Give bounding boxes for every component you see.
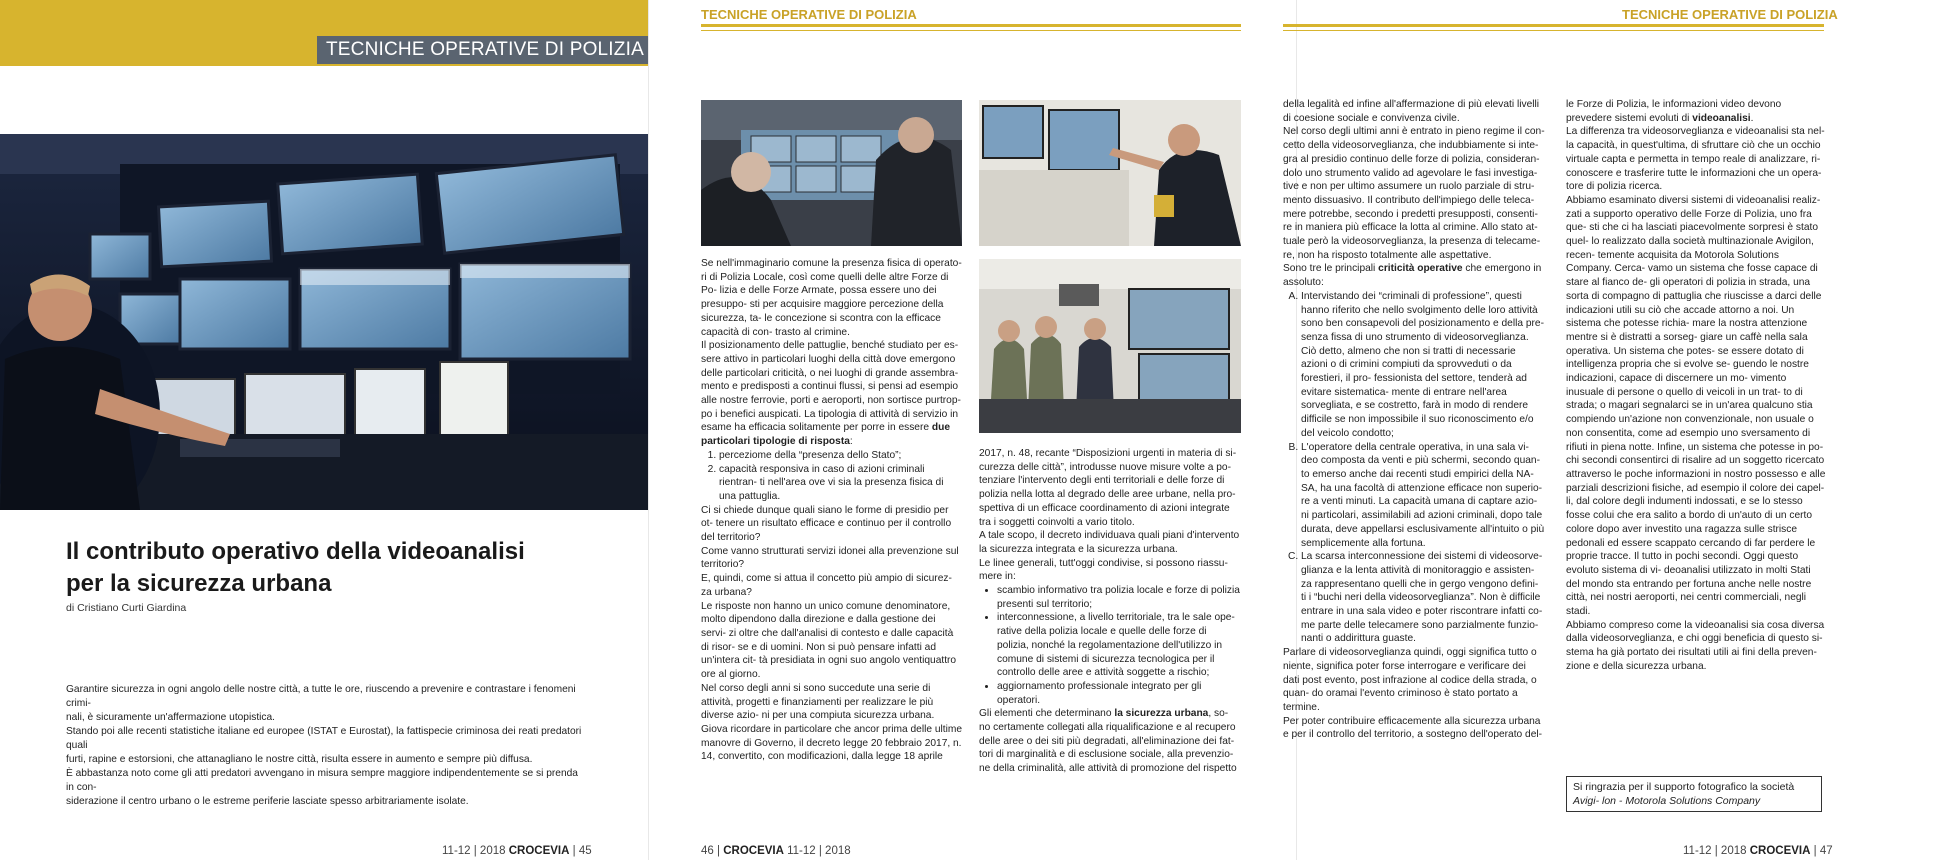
paragraph: 2017, n. 48, recante “Disposizioni urgenti in materia di si- curezza delle città”, introdusse nuove misure volte a po- tenziare l'intervento degli enti territoriali e delle forze di polizia nella lotta al degrado delle aree urbane, nella pro- spettiva di un efficace coordinamento di azioni integrate tra i soggetti coinvolti a vario titolo.: [979, 448, 1237, 528]
intro-line: nali, è sicuramente un'affermazione utopistica.: [66, 712, 276, 723]
footer-issue: 11-12 | 2018: [787, 845, 851, 857]
page-number: 46: [701, 845, 714, 857]
paragraph-text: Sono tre le principali: [1283, 263, 1376, 275]
paragraph: La differenza tra videosorveglianza e videoanalisi sta nel- la capacità, in quest'ultima, di sfruttare ciò che un occhio virtuale capta e permetta in tempo reale di analizzare, ri- conoscere e trasferire tutte le informazioni che un opera- tore di polizia ricerca.: [1566, 126, 1825, 193]
header-rule: [1283, 24, 1824, 27]
paragraph-emphasis: due particolari tipologie di risposta: [701, 422, 950, 448]
list-item: 1. perceziome della “presenza dello Stato”;: [719, 449, 963, 463]
paragraph: E, quindi, come si attua il concetto più ampio di sicurez- za urbana?: [701, 573, 952, 598]
paragraph: Nel corso degli ultimi anni è entrato in pieno regime il con- cetto della videosorveglianza, che indubbiamente si inte- gra al presidio continuo delle forze di polizia, consideran- dolo uno strumento valido ad agevolare le fasi investiga- tive e non per ultimo assumere un ruolo parziale di stru- mento dissuasivo. Il contributo dell'impiego delle teleca- mere potrebbe, secondo i predetti presupposti, consenti- re in maniera più efficace la lotta al crimine. Allo stato at- tuale però la videosorveglianza, la presenza di telecame- re, non ha risposto totalmente alle aspettative.: [1283, 126, 1545, 261]
credit-company: Avigi- lon - Motorola Solutions Company: [1573, 795, 1761, 807]
footer-magazine: CROCEVIA: [1749, 845, 1811, 857]
paragraph: Le linee generali, tutt'oggi condivise, si possono riassu- mere in:: [979, 557, 1228, 583]
running-header: TECNICHE OPERATIVE DI POLIZIA: [701, 7, 917, 22]
paragraph: Ci si chiede dunque quali siano le forme di presidio per ot- tenere un risultato efficace e continuo per il controllo del territorio?: [701, 504, 952, 544]
numbered-list: [701, 449, 963, 504]
header-rule: [1283, 30, 1824, 31]
paragraph: Abbiamo esaminato diversi sistemi di videoanalisi realiz- zati a supporto operativo delle Forze di Polizia, uno fra que- sti che ci ha lasciati piacevolmente sorpresi è stato quel- lo realizzato dalla società multinazionale Avigilon, recen- temente acquisita da Motorola Solutions Company. Cerca- vamo un sistema che fosse capace di stare al fianco de- gli operatori di polizia in strada, una sorta di compagno di pattuglia che riuscisse a darci delle indicazioni utili su ciò che accade attorno a noi. Un sistema che potesse richia- mare la nostra attenzione mentre si è distratti a sorseg- giare un caffè nella sala operativa. Un sistema che potes- se essere dotato di intelligenza propria che si evolve se- guendo le nostre indicazioni, capace di discernere un mo- vimento inusuale di persone o quello di veicoli in un trat- to di strada; o magari segnalarci se in un'area qualcuno stia compiendo un'azione non convenzionale, non usuale o non consentita, come ad esempio uno sversamento di rifiuti in piena notte. Infine, un sistema che potesse in po- chi secondi consentirci di risalire ad un soggetto ricercato attraverso le poche informazioni in nostro possesso e alle parziali descrizioni fisiche, ad esempio il colore dei capel- li, dal colore degli indumenti indossati, e se lo stesso fosse colui che era salito a bordo di un'auto di un certo colore dopo aver investito una ragazza sulle strisce pedonali ed essere scappato cercando di far perdere le proprie tracce. Il tutto in pochi secondi. Oggi questo evoluto sistema di vi- deoanalisi utilizzato in molti Stati del mondo sta entrando per fortuna anche nelle nostre città, nei nostri aeroporti, nei centri commerciali, negli stadi.: [1566, 194, 1826, 618]
lettered-list: [1283, 290, 1545, 646]
page-number: 47: [1819, 845, 1833, 857]
section-header-title: TECNICHE OPERATIVE DI POLIZIA: [326, 39, 644, 60]
paragraph: della legalità ed infine all'affermazione di più elevati livelli di coesione sociale e convivenza civile.: [1283, 99, 1540, 124]
list-item: • aggiornamento professionale integrato per gli operatori.: [997, 680, 1241, 707]
text-column: [701, 257, 963, 764]
footer-magazine: CROCEVIA: [508, 845, 570, 857]
article-title: [66, 536, 586, 600]
paragraph: Come vanno strutturati servizi idonei alla prevenzione sul territorio?: [701, 545, 959, 571]
paragraph-text: che emergono in assoluto:: [1283, 263, 1542, 289]
intro-line: Garantire sicurezza in ogni angolo delle nostre città, a tutte le ore, riuscendo a prevenire e contrastare i fenomeni crimi-: [66, 684, 576, 709]
header-rule: [701, 30, 1241, 31]
list-item: A. Intervistando dei “criminali di professione”, questi hanno riferito che nello svolgimento delle loro attività sono ben consapevoli del posizionamento e della pre- senza fissa di uno strumento di videosorveglianza. Ciò detto, almeno che non si tratti di necessarie azioni o di crimini compiuti da sprovveduti o da forestieri, il pro- fessionista del settore, tenderà ad evitare sistematica- mente di entrare nell'area sorvegliata, e se costretto, farà in modo di rendere difficile se non impossibile il suo riconoscimento e/o del veicolo condotto;: [1301, 290, 1545, 441]
paragraph: [979, 707, 1241, 776]
officials-briefing-photo: [979, 259, 1241, 433]
footer-separator: |: [717, 845, 720, 857]
text-column: [979, 447, 1241, 776]
paragraph: Nel corso degli anni si sono succedute una serie di attività, progetti e finanziamenti per realizzare le più diverse azio- ni per una compiuta sicurezza urbana.: [701, 682, 935, 722]
footer-issue: 11-12 | 2018: [442, 845, 506, 857]
intro-line: siderazione il centro urbano o le estreme periferie lasciate spesso arbitrariamente isolate.: [66, 796, 469, 807]
officers-monitor-room-photo: [701, 100, 962, 246]
page-footer: [442, 845, 592, 857]
intro-line: È abbastanza noto come gli atti predatori avvengano in misura sempre maggiore indipendentemente se si prenda in con-: [66, 768, 578, 793]
list-item: • scambio informativo tra polizia locale e forze di polizia presenti sul territorio;: [997, 584, 1241, 611]
paragraph-text: le Forze di Polizia, le informazioni video devono prevedere sistemi evoluti di: [1566, 99, 1782, 124]
footer-issue: 11-12 | 2018: [1683, 845, 1747, 857]
page-number: 45: [578, 845, 592, 857]
footer-separator: |: [572, 845, 576, 857]
list-item: B. L'operatore della centrale operativa, in una sala vi- deo composta da venti e più schermi, secondo quan- to emerso anche dai recenti studi empirici della NA- SA, ha una facoltà di attenzione efficace non superio- re a venti minuti. La capacità umana di captare azio- ni particolari, assimilabili ad azioni criminali, dopo tale durata, deve appellarsi esclusivamente all'intuito o più semplicemente alla fortuna.: [1301, 441, 1545, 551]
article-intro: [66, 683, 586, 809]
list-item: C. La scarsa interconnessione dei sistemi di videosorve- glianza e la lenta attività di monitoraggio e assisten- za rappresentano quelli che in gergo vengono defini- ti i “buchi neri della videosorveglianza”. Non è difficile entrare in una sala video e poter riscontrare infatti co- me parte delle telecamere sono parzialmente funzio- nanti o addirittura guaste.: [1301, 550, 1545, 646]
running-header: TECNICHE OPERATIVE DI POLIZIA: [1622, 7, 1838, 22]
list-item: • interconnessione, a livello territoriale, tra le sale ope- rative della polizia locale e quelle delle forze di polizia, nonché la regolamentazione dell'utilizzo in comune di sistemi di sicurezza tecnologica per il controllo delle aree e attività soggette a rischio;: [997, 611, 1241, 680]
paragraph-emphasis: videoanalisi: [1692, 112, 1751, 124]
footer-magazine: CROCEVIA: [723, 845, 784, 857]
intro-line: furti, rapine e estorsioni, che attanagliano le nostre città, risulta essere in aumento e sempre più diffusa.: [66, 754, 533, 765]
article-title-line: Il contributo operativo della videoanalisi: [66, 538, 525, 565]
footer-separator: |: [1813, 845, 1817, 857]
paragraph: [1566, 98, 1826, 125]
paragraph-emphasis: criticità operative: [1378, 263, 1463, 275]
credit-text: Si ringrazia per il supporto fotografico la società: [1573, 781, 1795, 793]
text-column: [1283, 98, 1545, 742]
paragraph: Abbiamo compreso come la videoanalisi sia cosa diversa dalla videosorveglianza, e chi oggi beneficia di questo si- stema ha già portato dei risultati utili ai fini della preven- zione e della sicurezza urbana.: [1566, 619, 1825, 672]
photo-credit-box: [1566, 776, 1822, 812]
list-item: 2. capacità responsiva in caso di azioni criminali rientran- ti nell'area ove vi sia la presenza fisica di una pattuglia.: [719, 463, 963, 504]
paragraph: [1283, 262, 1545, 289]
page-separator: [648, 0, 649, 860]
intro-line: Stando poi alle recenti statistiche italiane ed europee (ISTAT e Eurostat), la fattispecie criminosa dei reati predatori quali: [66, 726, 582, 751]
paragraph: Giova ricordare in particolare che ancor prima delle ultime manovre di Governo, il decreto legge 20 febbraio 2017, n. 14, convertito, con modificazioni, dalla legge 18 aprile: [701, 723, 963, 763]
control-room-photo: [0, 134, 648, 510]
article-author: di Cristiano Curti Giardina: [66, 602, 187, 614]
paragraph-text: .: [1750, 112, 1754, 124]
article-title-line: per la sicurezza urbana: [66, 570, 332, 597]
paragraph: Parlare di videosorveglianza quindi, oggi significa tutto o niente, significa poter forse interrogare e verificare dei dati post evento, post infrazione al codice della strada, o quan- do oramai l'evento criminoso è stato portato a termine.: [1283, 647, 1537, 713]
paragraph: Le risposte non hanno un unico comune denominatore, molto dipendono dalla direzione e dalla gestione dei servi- zi oltre che dall'analisi di contesto e dalle capacità di risor- se e di uomini. Non si può pensare infatti ad un'intera cit- tà presidiata in ogni suo angolo ventiquattro ore al giorno.: [701, 600, 957, 681]
paragraph-text: , so- no certamente collegati alla riqualificazione e al recupero delle aree o dei siti più degradati, all'eliminazione dei fat- tori di marginalità e di esclusione sociale, alla prevenzio- ne della criminalità, alle attività di promozione del rispetto: [979, 708, 1237, 775]
paragraph-text: :: [849, 436, 853, 448]
paragraph-text: Il posizionamento delle pattuglie, benché studiato per es- sere attivo in particolari luoghi della città dove emergono delle particolari criticità, o nei luoghi di grande assembra- mento e predisposti a continui flussi, si pensi ad esempio alle nostre ferrovie, porti e aeroporti, non sortisce purtrop- po i benefici auspicati. La tipologia di attività di servizio in esame ha efficacia solitamente per porre in essere: [701, 340, 961, 434]
header-rule: [701, 24, 1241, 27]
paragraph: Per poter contribuire efficacemente alla sicurezza urbana e per il controllo del territorio, a sostegno dell'operato del-: [1283, 715, 1543, 741]
page-footer: [701, 845, 851, 857]
page-footer: [1683, 845, 1833, 857]
officer-pointing-photo: [979, 100, 1241, 246]
paragraph: A tale scopo, il decreto individuava quali piani d'intervento la sicurezza integrata e la sicurezza urbana.: [979, 530, 1240, 555]
text-column: [1566, 98, 1826, 674]
bullet-list: [979, 584, 1241, 707]
paragraph-text: Gli elementi che determinano: [979, 708, 1112, 720]
paragraph: [701, 339, 963, 449]
paragraph: Se nell'immaginario comune la presenza fisica di operato- ri di Polizia Locale, così come quelli delle altre Forze di Po- lizia e delle Forze Armate, possa essere uno dei presuppo- sti per acquisire maggiore percezione della sicurezza, ta- le concezione si scontra con la efficace capacità di con- trasto al crimine.: [701, 258, 962, 338]
paragraph-emphasis: la sicurezza urbana: [1114, 708, 1209, 720]
